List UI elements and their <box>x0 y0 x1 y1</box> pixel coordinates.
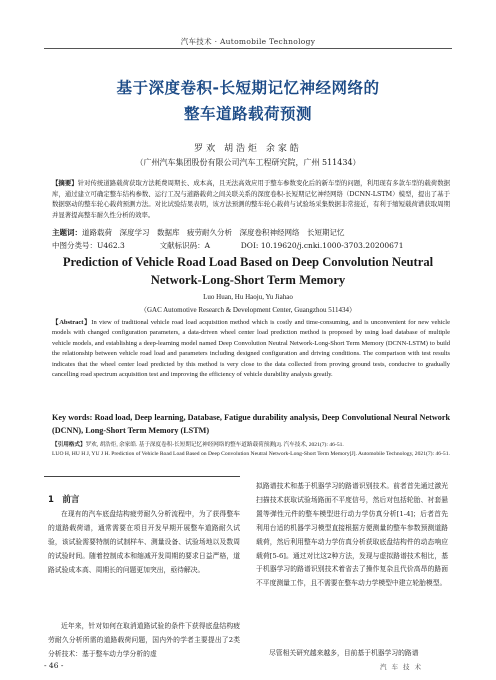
chinese-abstract-text: 针对传统道路载荷获取方法耗费周期长、成本高，且无法高效应用于整车参数变化后的新车型的问题，利用现有多款车型的载荷数据库，通过建立可确定整车结构参数、运行工况与道路载荷之间关联关系的深度卷积-长短期记忆神经网络（DCNN-LSTM）模型，提出了基于数据驱动的整车轮心载荷预测方法。对比试验结果表明，该方法预测的整车轮心载荷与试验场采集数据非常接近，有利于缩短载荷谱获取周期并显著提高整车耐久性分析的效率。 <box>52 179 451 219</box>
citation-english: LUO H, HU H J, YU J H. Prediction of Vehicle Road Load Based on Deep Convolution Neutral Network-Long-Short Term Memory[J]. Automobile Technology, 2021(7): 46-51. <box>52 451 450 457</box>
doi-label: DOI: <box>240 241 261 250</box>
clc-label: 中图分类号： <box>52 241 97 250</box>
chinese-authors: 罗欢 胡浩炬 余家皓 <box>194 144 302 154</box>
english-keywords-text: Road load, Deep learning, Database, Fatigue durability analysis, Deep Convolutional Neural Network (DCNN), Long-Short Term Memory (LSTM) <box>52 413 451 435</box>
left-column-paragraph-2: 近年来，针对如何在取消道路试验的条件下获得底盘结构疲劳耐久分析所需的道路载荷问题，国内外的学者主要提出了2类分析技术：基于整车动力学分析的虚 <box>48 622 240 658</box>
right-column-paragraph-2: 尽管相关研究越来越多，目前基于机器学习的路谱 <box>269 649 419 657</box>
chinese-abstract-label: 【摘要】 <box>52 179 78 187</box>
chinese-keywords-text: 道路载荷 深度学习 数据库 疲劳耐久分析 深度卷积神经网络 长短期记忆 <box>82 228 345 237</box>
header-divider <box>44 48 452 49</box>
classification-line <box>52 240 452 251</box>
chinese-keywords <box>52 227 452 238</box>
english-title-line-1: Prediction of Vehicle Road Load Based on Deep Convolution Neutral <box>62 255 434 269</box>
english-abstract-text: In view of traditional vehicle road load acquisition method which is costly and time-consuming, and is unconvenient for new vehicle models with changed configuration parameters, a data-driven wheel center load prediction method is proposed by using load database of multiple vehicle models, and establishing a deep-learning model named Deep Convolution Neutral Network-Long-Short Term Memory (DCNN-LSTM) to build the relationship between vehicle road load and parameters including designed configuration and driving conditions. The comparison with test results indicates that the wheel center load predicted by this method is very close to the data collected from proving ground tests, conducive to gradually cancelling road spectrum acquisition test and improving the efficiency of vehicle durability analysis greatly. <box>52 319 450 379</box>
english-affiliation: （GAC Automotive Research & Development Center, Guangzhou 511434） <box>139 306 357 314</box>
section-1-heading: 1 前言 <box>48 495 80 505</box>
journal-header: 汽车技术 · Automobile Technology <box>180 37 316 46</box>
clc-value: U462.3 <box>97 241 125 250</box>
left-column-paragraph-1: 在现有的汽车底盘结构疲劳耐久分析流程中，为了获得整车的道路载荷谱，通常需要在项目开发早期开展整车道路耐久试验，该试验需要特制的试制样车、测量设备、试验场地以及数周的试验时间。随着控制成本和缩减开发周期的要求日益严格，道路试验成本高、周期长的问题更加突出，亟待解决。 <box>48 510 240 574</box>
english-abstract-label: 【Abstract】 <box>52 319 92 326</box>
chinese-abstract <box>52 178 450 220</box>
chinese-title-line-2: 整车道路载荷预测 <box>183 105 312 123</box>
english-keywords <box>52 412 450 437</box>
section-divider <box>44 476 240 477</box>
doi-value: 10.19620/j.cnki.1000-3703.20200671 <box>260 241 404 250</box>
english-authors: Luo Huan, Hu Haoju, Yu Jiahao <box>203 293 293 301</box>
right-column-paragraph-1: 拟路谱技术和基于机器学习的路谱识别技术。前者首先通过激光扫描技术获取试验场路面不平度信号，然后对包括轮胎、衬套悬置等弹性元件的整车模型进行动力学仿真分析[1-4]；后者首先利用台适的机器学习模型直接根据方便测量的整车参数预测道路载荷，然后利用整车动力学仿真分析获取底盘结构件的动态响应载荷[5-6]。通过对比这2种方法，发现与虚拟路谱技术相比，基于机器学习的路谱识别技术着省去了操作复杂且代价高昂的路面不平度测量工作，且不需要在整车动力学模型中建立轮胎模型。 <box>256 482 448 588</box>
doc-code-value: A <box>204 241 210 250</box>
citation-chinese: 罗欢, 胡浩炬, 余家皓. 基于深度卷积-长短期记忆神经网络的整车道路载荷预测[J]. 汽车技术, 2021(7): 46-51. <box>85 442 344 448</box>
chinese-title-line-1: 基于深度卷积-长短期记忆神经网络的 <box>116 79 380 97</box>
citation-label: 【引用格式】 <box>52 442 86 448</box>
english-title-line-2: Network-Long-Short Term Memory <box>150 273 346 287</box>
chinese-affiliation: （广州汽车集团股份有限公司汽车工程研究院，广州 511434） <box>135 158 361 167</box>
doc-code-label: 文献标识码： <box>159 241 205 250</box>
page-number: - 46 - <box>44 661 64 670</box>
english-keywords-label: Key words: <box>52 413 93 422</box>
citation-format <box>52 441 450 459</box>
english-abstract <box>52 318 450 380</box>
footer-journal-name: 汽车技术 <box>380 663 426 671</box>
chinese-keywords-label: 主题词： <box>52 228 82 237</box>
